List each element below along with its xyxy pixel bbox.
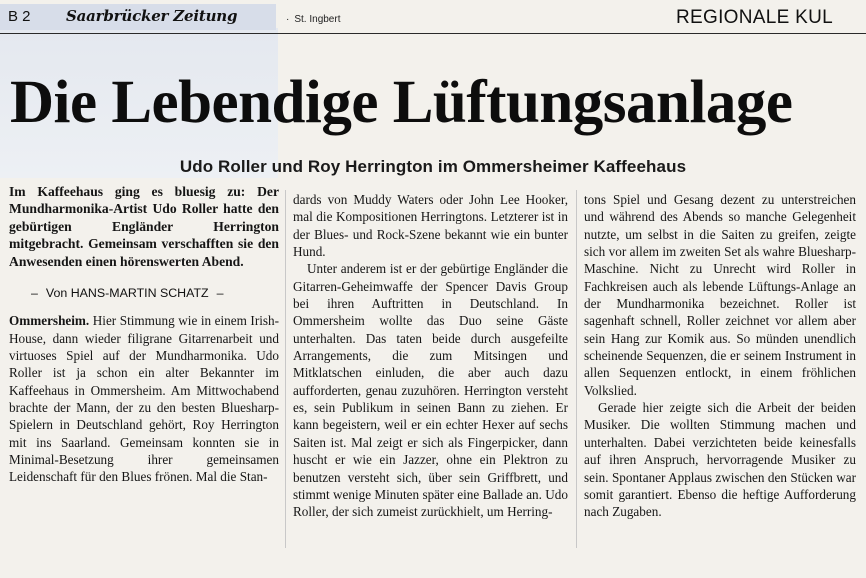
page-header [0, 0, 866, 34]
section-label: REGIONALE KUL [676, 7, 834, 28]
body-paragraph: tons Spiel und Gesang dezent zu unterstreichen und während des Abends so manche Gelegenheit nutzte, um selbst in die Saiten zu greifen, zeigte sich vor allem im zweiten Set als wahre Bluesharp-Maschine. Nicht zu Unrecht wird Roller in Fachkreisen auch als lebende Lüftungs-Anlage an der Mundharmonika bezeichnet. Roller ist sagenhaft schnell, Roller zeichnet vor allem aber sein Hang zur Komik aus. So münden unendlich scheinende Sequenzen, die er seinem Instrument in allen Sequenzen entlockt, in einem fröhlichen Volkslied. [584, 192, 856, 398]
article-headline: Die Lebendige Lüftungsanlage [10, 69, 793, 136]
byline [9, 285, 279, 302]
body-paragraph: dards von Muddy Waters oder John Lee Hooker, mal die Kompositionen Herringtons. Letzterer ist in der Blues- und Rock-Szene bekannt wie ein bunter Hund. [293, 192, 568, 260]
body-text: Hier Stimmung wie in einem Irish-House, dann wieder filigrane Gitarrenarbeit und virtuoses Spiel auf der Mundharmonika. Udo Roller ist ja schon ein alter Bekannter im Kaffeehaus in Ommersheim. Am Mittwochabend brachte der Mann, der zu den besten Bluesharp-Spielern in Deutschland gehört, Roy Herrington mit ins Saarland. Gemeinsam konnten sie in Minimal-Besetzung ihrer gemeinsamen Leidenschaft für den Blues frönen. Mal die Stan- [9, 313, 280, 485]
byline-dash-left: – [31, 286, 38, 301]
byline-dash-right: – [216, 286, 224, 301]
byline-author: Von HANS-MARTIN SCHATZ [45, 286, 209, 301]
edition-label: · St. Ingbert [286, 14, 340, 25]
column-divider [285, 190, 286, 548]
newspaper-masthead: Saarbrücker Zeitung [66, 7, 238, 25]
body-paragraph: Gerade hier zeigte sich die Arbeit der beiden Musiker. Die wollten Stimmung machen und unterhalten. Dabei verzichteten beide keinesfalls auf ihren Anspruch, hervorragende Musiker zu sein. Spontaner Applaus zwischen den Stücken war somit garantiert. Ebenso die heftige Aufforderung nach Zugaben. [584, 400, 856, 520]
article-column-2 [293, 191, 568, 521]
article-column-3 [584, 191, 856, 521]
column-divider [576, 190, 577, 548]
article-column-1 [9, 183, 279, 486]
article-subhead: Udo Roller und Roy Herrington im Ommersheimer Kaffeehaus [179, 157, 687, 176]
body-paragraph [9, 312, 279, 485]
body-paragraph: Unter anderem ist er der gebürtige Engländer die Gitarren-Geheimwaffe der Spencer Davis Group bei ihren Auftritten in Deutschland. In Ommersheim wollte das Duo seine Gäste unterhalten. Das taten beide durch ausgefeilte Arrangements, die zum Mitsingen und Mitklatschen einluden, die aber auch dazu aufforderten, genau zuzuhören. Herrington versteht es, sein Publikum in seinen Bann zu ziehen. Er kann begeistern, weil er ein echter Hexer auf sechs Saiten ist. Mal zeigt er sich als Fingerpicker, dann huscht er wie ein Jazzer, ohne ein Plektron zu benutzen versteht sich, über sein Griffbrett, und stimmt wenige Minuten später eine Ballade an. Udo Roller, der sich zumeist zurückhielt, um Herring- [293, 261, 568, 520]
dateline: Ommersheim. [9, 313, 90, 329]
article-lead: Im Kaffeehaus ging es bluesig zu: Der Mundharmonika-Artist Udo Roller hatte den gebürtigen Engländer Herrington mitgebracht. Gemeinsam verschafften sie den Anwesenden einen hörenswerten Abend. [9, 184, 279, 269]
page-number: B 2 [8, 8, 31, 25]
header-rule [0, 33, 866, 34]
